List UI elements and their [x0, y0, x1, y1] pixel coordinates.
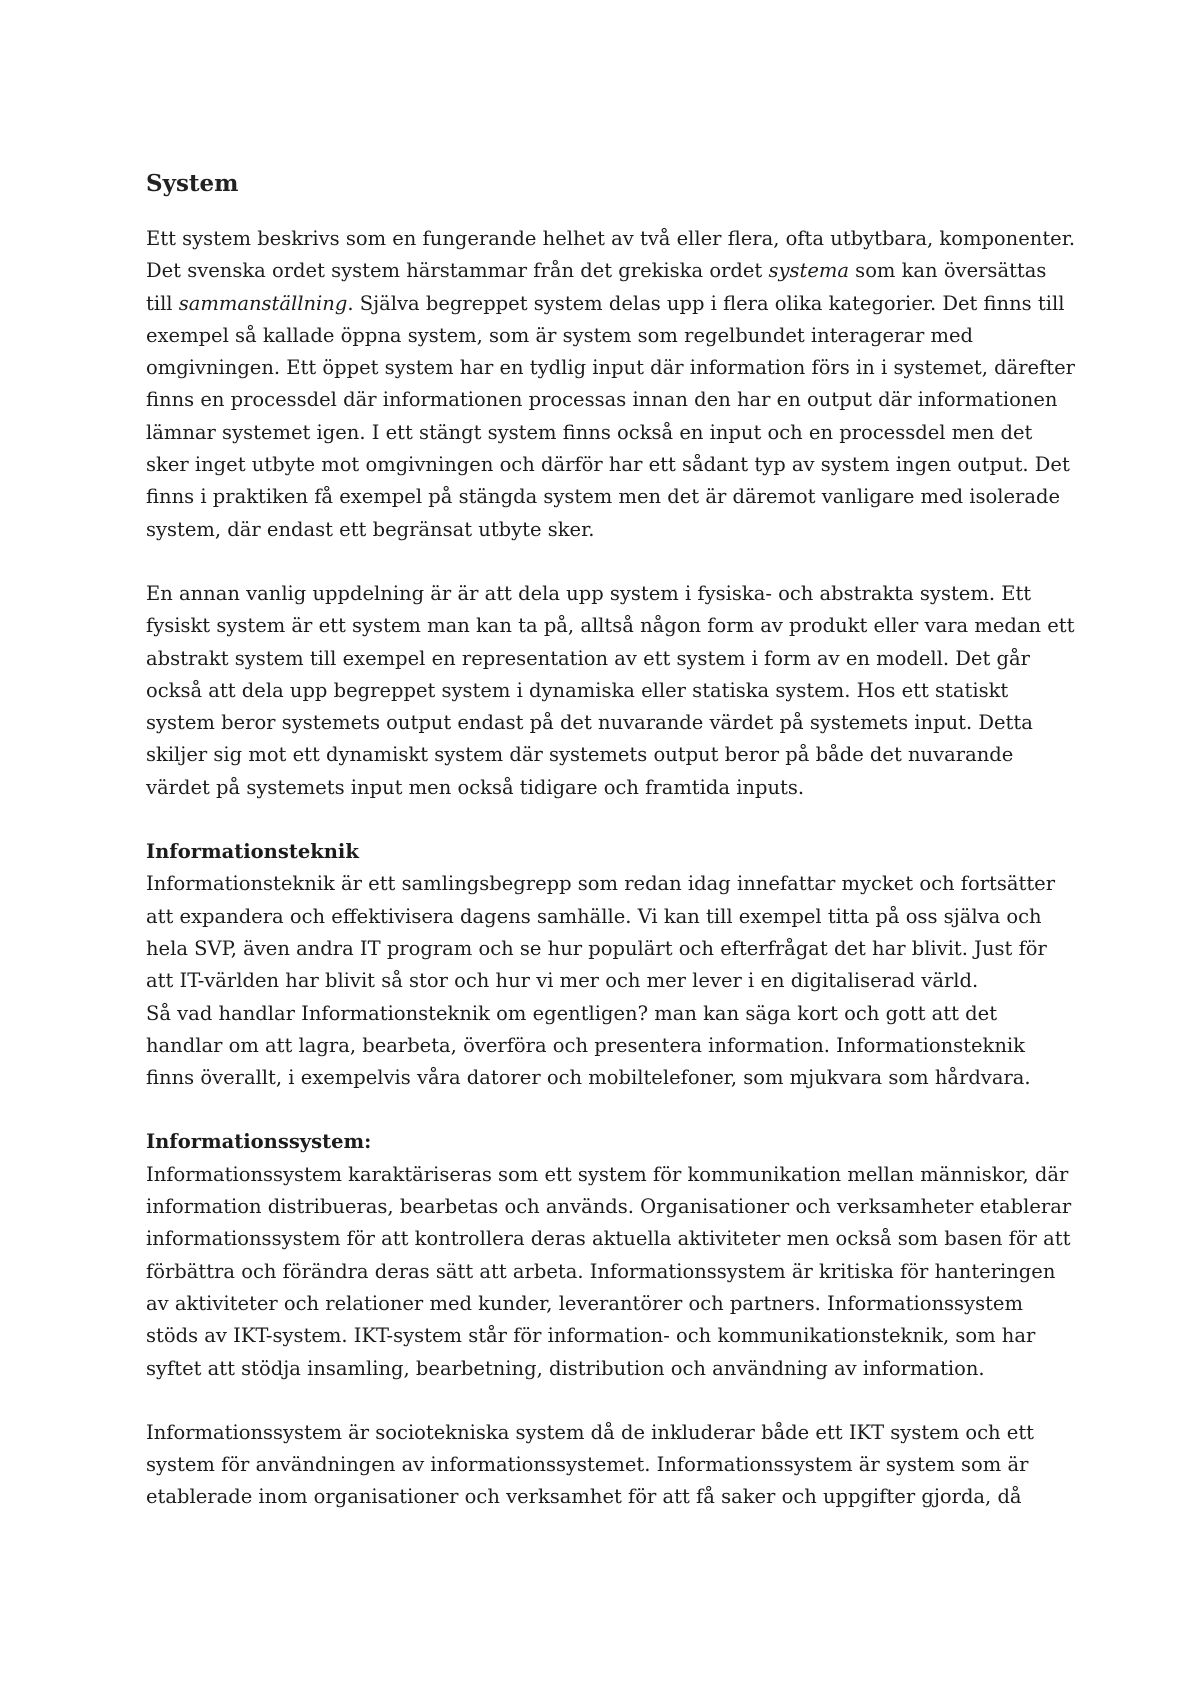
paragraph-system-types: En annan vanlig uppdelning är är att dela upp system i fysiska- och abstrakta system. Ett fysiskt system är ett system man kan ta på, alltså någon form av produkt eller vara medan ett abstrakt system till exempel en representation av ett system i form av en modell. Det går också att dela upp begreppet system i dynamiska eller statiska system. Hos ett statiskt system beror systemets output endast på det nuvarande värdet på systemets input. Detta skiljer sig mot ett dynamiskt system där systemets output beror på både det nuvarande värdet på systemets input men också tidigare och framtida inputs.	[146, 581, 1075, 799]
heading-informationssystem: Informationssystem:	[146, 1130, 372, 1154]
heading-system: System	[146, 170, 239, 197]
paragraph-text: Ett system beskrivs som en fungerande helhet av två eller flera, ofta utbytbara, komponenter. Det svenska ordet system härstammar från det grekiska ordet	[146, 227, 1076, 283]
paragraph-gap	[146, 1094, 1076, 1126]
italic-term-sammanstallning: sammanställning	[178, 291, 348, 315]
paragraph-it-intro: Informationsteknik är ett samlingsbegrepp som redan idag innefattar mycket och fortsätter att expandera och effektivisera dagens samhälle. Vi kan till exempel titta på oss själva och hela SVP, även andra IT program och se hur populärt och efterfrågat det har blivit. Just för att IT-världen har blivit så stor och hur vi mer och mer lever i en digitaliserad värld.	[146, 872, 1056, 993]
paragraph-gap	[146, 804, 1076, 836]
paragraph-it-definition: Så vad handlar Informationsteknik om egentligen? man kan säga kort och gott att det handlar om att lagra, bearbeta, överföra och presentera information. Informationsteknik finns överallt, i exempelvis våra datorer och mobiltelefoner, som mjukvara som hårdvara.	[146, 1001, 1031, 1090]
paragraph-text: som kan översättas till	[146, 259, 1047, 315]
italic-term-systema: systema	[768, 259, 849, 283]
heading-informationsteknik: Informationsteknik	[146, 840, 359, 864]
paragraph-system-intro	[146, 223, 1076, 546]
paragraph-is-sociotechnical: Informationssystem är sociotekniska system då de inkluderar både ett IKT system och ett system för användningen av informationssystemet. Informationssystem är system som är etablerade inom organisationer och verksamhet för att få saker och uppgifter gjorda, då	[146, 1420, 1035, 1509]
paragraph-is-intro: Informationssystem karaktäriseras som ett system för kommunikation mellan människor, där information distribueras, bearbetas och används. Organisationer och verksamheter etablerar informationssystem för att kontrollera deras aktuella aktiviteter men också som basen för att förbättra och förändra deras sätt att arbeta. Informationssystem är kritiska för hanteringen av aktiviteter och relationer med kunder, leverantörer och partners. Informationssystem stöds av IKT-system. IKT-system står för information- och kommunikationsteknik, som har syftet att stödja insamling, bearbetning, distribution och användning av information.	[146, 1162, 1072, 1380]
paragraph-gap	[146, 1385, 1076, 1417]
document-page	[146, 168, 1076, 1514]
paragraph-text: . Själva begreppet system delas upp i flera olika kategorier. Det finns till exempel så kallade öppna system, som är system som regelbundet interagerar med omgivningen. Ett öppet system har en tydlig input där information förs in i systemet, därefter finns en processdel där informationen processas innan den har en output där informationen lämnar systemet igen. I ett stängt system finns också en input och en processdel men det sker inget utbyte mot omgivningen och därför har ett sådant typ av system ingen output. Det finns i praktiken få exempel på stängda system men det är däremot vanligare med isolerade system, där endast ett begränsat utbyte sker.	[146, 291, 1076, 541]
paragraph-gap	[146, 546, 1076, 578]
